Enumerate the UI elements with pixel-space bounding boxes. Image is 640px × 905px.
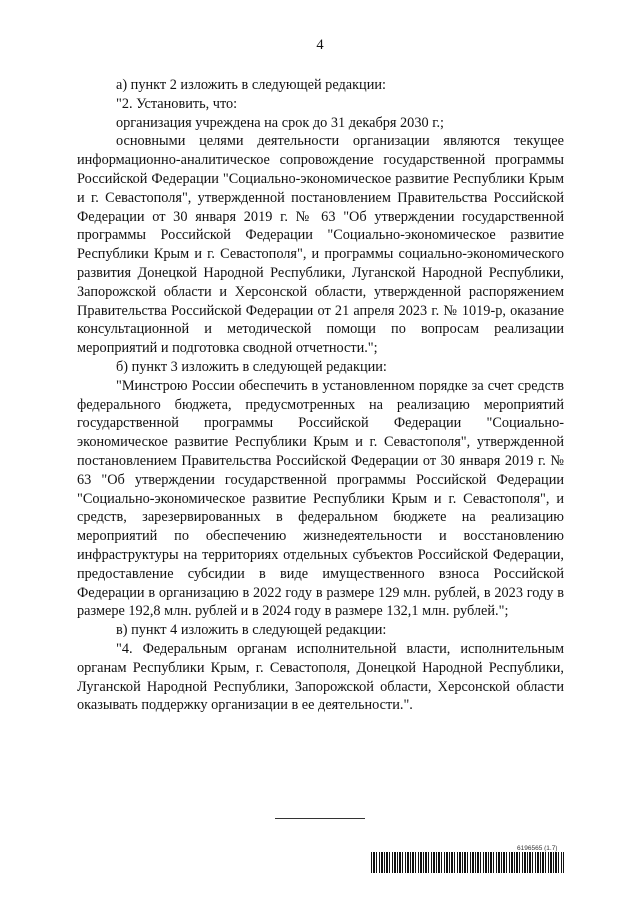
- paragraph: а) пункт 2 изложить в следующей редакции:: [116, 77, 386, 93]
- document-body: [77, 76, 564, 715]
- paragraph: "4. Федеральным органам исполнительной власти, исполнительным органам Республики Крым, г. Севастополя, Донецкой Народной Республики, Луганской Народной Республики, Запорожской области, Херсонской области оказывать поддержку организации в ее деятельности.".: [77, 640, 564, 714]
- paragraph: в) пункт 4 изложить в следующей редакции:: [116, 622, 387, 639]
- paragraph: организация учреждена на срок до 31 декабря 2030 г.;: [116, 114, 444, 131]
- paragraph: б) пункт 3 изложить в следующей редакции:: [116, 358, 387, 375]
- document-code: 6196565 (1.7): [517, 845, 558, 852]
- barcode: [371, 852, 564, 873]
- paragraph: "Минстрою России обеспечить в установленном порядке за счет средств федерального бюджета, предусмотренных на реализацию мероприятий государственной программы Российской Федерации "Социально-экономическое развитие Республики Крым и г. Севастополя", утвержденной постановлением Правительства Российской Федерации от 30 января 2019 г. № 63 "Об утверждении государственной программы Российской Федерации "Социально-экономическое развитие Республики Крым и г. Севастополя", и средств, зарезервированных в федеральном бюджете на реализацию мероприятий по обеспечению жизнедеятельности и восстановлению инфраструктуры на территориях отдельных субъектов Российской Федерации, предоставление субсидии в виде имущественного взноса Российской Федерации в организацию в 2022 году в размере 129 млн. рублей, в 2023 году в размере 192,8 млн. рублей и в 2024 году в размере 132,1 млн. рублей.";: [77, 377, 564, 620]
- page-number: 4: [316, 37, 324, 53]
- paragraph: "2. Установить, что:: [116, 95, 238, 112]
- paragraph: основными целями деятельности организации являются текущее информационно-аналитическое сопровождение государственной программы Российской Федерации "Социально-экономическое развитие Республики Крым и г. Севастополя", утвержденной постановлением Правительства Российской Федерации от 30 января 2019 г. № 63 "Об утверждении государственной программы Российской Федерации "Социально-экономическое развитие Республики Крым и г. Севастополя", и программы социально-экономического развития Донецкой Народной Республики, Луганской Народной Республики, Запорожской области и Херсонской области, утвержденной распоряжением Правительства Российской Федерации от 21 апреля 2023 г. № 1019-р, оказание консультационной и методической помощи по вопросам реализации мероприятий и подготовка сводной отчетности.";: [77, 133, 564, 357]
- separator-line: [275, 818, 365, 819]
